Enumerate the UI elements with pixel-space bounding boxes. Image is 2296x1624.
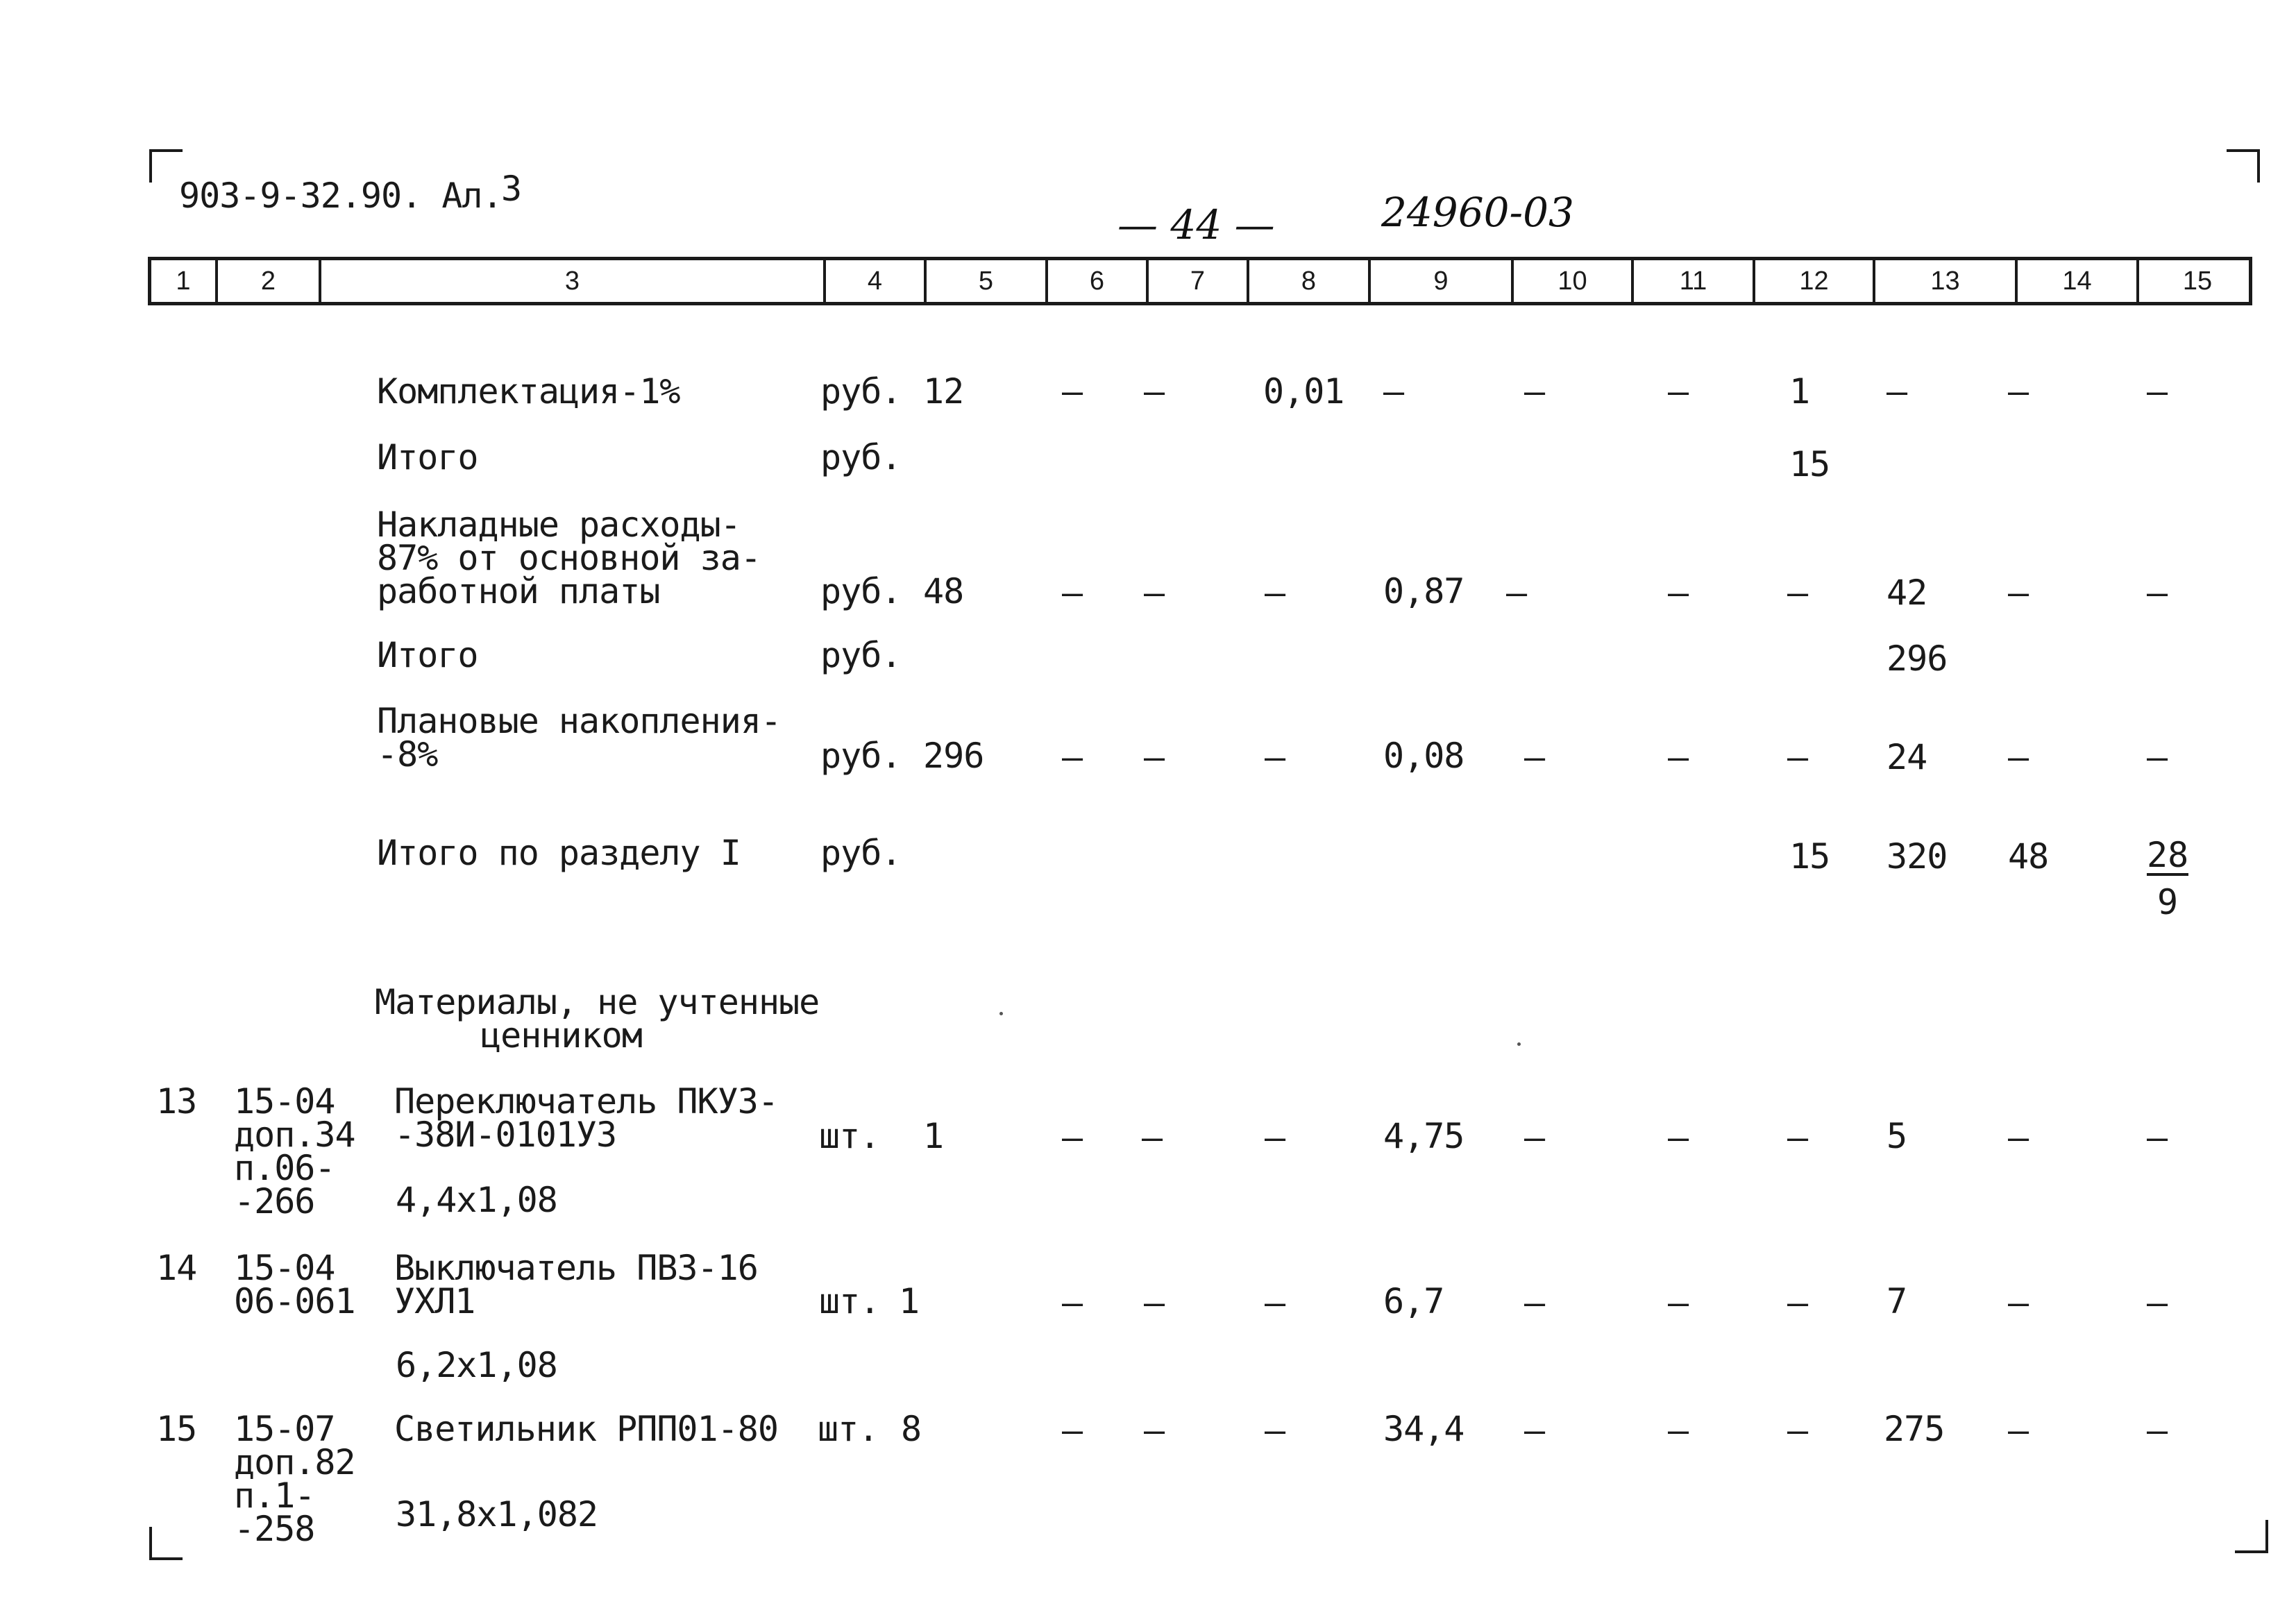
row-code-line3: п.06-	[234, 1148, 335, 1188]
cell-col15: –	[2147, 573, 2168, 613]
cell-col8: –	[1265, 1117, 1285, 1158]
cell-col12: –	[1787, 1410, 1808, 1450]
row-code-line2: 06-061	[234, 1281, 355, 1321]
row-code-line2: доп.82	[234, 1442, 355, 1482]
row-name-line3: работной платы	[377, 571, 660, 611]
column-header-row	[148, 257, 2252, 305]
row-calc: 6,2х1,08	[396, 1345, 557, 1385]
cell-col7: –	[1144, 737, 1165, 777]
fraction-numerator: 28	[2147, 835, 2189, 875]
cell-col8: 0,01	[1263, 371, 1344, 412]
cell-col6: –	[1062, 1410, 1083, 1450]
cell-col15: –	[2147, 737, 2168, 777]
row-code-line3: п.1-	[234, 1475, 315, 1516]
cell-col12: 1	[1789, 371, 1810, 412]
row-unit: руб.	[820, 736, 902, 776]
cell-col9: 0,87	[1383, 571, 1464, 611]
cell-col7: –	[1144, 371, 1165, 412]
cell-col5: 12	[923, 371, 964, 412]
cell-col11: –	[1668, 1117, 1689, 1158]
cell-col10: –	[1524, 1283, 1545, 1323]
cell-col15: –	[2147, 1117, 2168, 1158]
cell-col8: –	[1265, 573, 1285, 613]
row-unit: шт.	[819, 1116, 880, 1156]
cell-col13: 296	[1886, 638, 1948, 679]
column-header-1: 1	[151, 260, 218, 302]
row-unit: шт.	[818, 1409, 879, 1449]
cell-col5: 296	[923, 736, 984, 776]
cell-col8: –	[1265, 1283, 1285, 1323]
inventory-number: 24960-03	[1381, 189, 1574, 236]
cell-col9: 34,4	[1383, 1409, 1464, 1449]
column-header-2: 2	[218, 260, 321, 302]
cell-col10: –	[1524, 1410, 1545, 1450]
row-unit: руб.	[820, 635, 902, 675]
row-name-line2: 87% от основной за-	[377, 538, 761, 578]
cell-col10: –	[1524, 371, 1545, 412]
sheet-suffix: 3	[501, 169, 522, 209]
cell-col12: –	[1787, 737, 1808, 777]
row-code-line2: доп.34	[234, 1115, 355, 1155]
row-calc: 4,4х1,08	[396, 1180, 557, 1220]
document-code: 903-9-32.90. Ал.	[179, 176, 503, 216]
cell-col14: –	[2008, 1410, 2029, 1450]
row-name: Итого по разделу I	[377, 833, 741, 873]
speck	[1517, 1042, 1521, 1046]
cell-col11: –	[1668, 573, 1689, 613]
cell-col12: 15	[1789, 444, 1830, 484]
cell-col13: 42	[1886, 573, 1927, 613]
column-header-14: 14	[2018, 260, 2139, 302]
cell-col13: –	[1886, 371, 1907, 412]
cell-col5: 1	[899, 1281, 920, 1321]
cell-col5: 8	[901, 1409, 922, 1449]
column-header-8: 8	[1249, 260, 1371, 302]
row-calc: 31,8х1,082	[396, 1494, 598, 1534]
column-header-6: 6	[1048, 260, 1149, 302]
cell-col12: 15	[1789, 836, 1830, 877]
row-unit: руб.	[820, 371, 902, 412]
column-header-10: 10	[1514, 260, 1634, 302]
row-name: Комплектация-1%	[377, 371, 680, 412]
row-unit: руб.	[820, 833, 902, 873]
cell-col7: –	[1144, 1410, 1165, 1450]
cell-col13: 320	[1886, 836, 1948, 877]
cell-col10: –	[1524, 1117, 1545, 1158]
cell-col9: 6,7	[1383, 1281, 1444, 1321]
cell-col5: 1	[923, 1116, 944, 1156]
cell-col9: 0,08	[1383, 736, 1464, 776]
speck	[999, 1012, 1003, 1015]
cell-col12: –	[1787, 1117, 1808, 1158]
page-number: — 44 —	[1117, 201, 1275, 248]
row-name: Светильник РПП01-80	[394, 1409, 778, 1449]
corner-mark-bottom-right	[2235, 1520, 2268, 1553]
row-code-line1: 15-04	[234, 1081, 335, 1122]
cell-col9: 4,75	[1383, 1116, 1464, 1156]
column-header-15: 15	[2182, 266, 2213, 296]
column-header-9: 9	[1371, 260, 1514, 302]
cell-col14: –	[2008, 737, 2029, 777]
cell-col7: –	[1144, 1283, 1165, 1323]
row-name-line1: Накладные расходы-	[377, 505, 741, 545]
cell-col7: –	[1144, 573, 1165, 613]
row-name-line1: Выключатель ПВ3-16	[394, 1248, 758, 1288]
column-header-11: 11	[1634, 260, 1755, 302]
cell-col14: –	[2008, 371, 2029, 412]
cell-col15: –	[2147, 1283, 2168, 1323]
row-name-line2: УХЛ1	[394, 1281, 475, 1321]
cell-col11: –	[1668, 1283, 1689, 1323]
cell-col6: –	[1062, 573, 1083, 613]
column-header-12: 12	[1755, 260, 1875, 302]
column-header-4: 4	[826, 260, 927, 302]
row-name-line1: Плановые накопления-	[377, 701, 782, 741]
row-code-line4: -258	[234, 1509, 315, 1549]
column-header-3: 3	[321, 260, 826, 302]
cell-col8: –	[1265, 737, 1285, 777]
row-unit: шт.	[819, 1281, 880, 1321]
cell-col11: –	[1668, 737, 1689, 777]
materials-heading-line2: ценником	[480, 1015, 642, 1056]
cell-col15: –	[2147, 1410, 2168, 1450]
cell-col6: –	[1062, 1283, 1083, 1323]
column-header-13: 13	[1875, 260, 2018, 302]
cell-col14: –	[2008, 573, 2029, 613]
cell-col14: 48	[2008, 836, 2049, 877]
row-name-line2: -8%	[377, 734, 438, 775]
row-name-line1: Переключатель ПКУ3-	[394, 1081, 778, 1122]
cell-col10: –	[1506, 573, 1527, 613]
column-header-7: 7	[1149, 260, 1249, 302]
column-header-5: 5	[927, 260, 1048, 302]
cell-col8: –	[1265, 1410, 1285, 1450]
row-number: 13	[156, 1081, 197, 1122]
row-number: 14	[156, 1248, 197, 1288]
row-unit: руб.	[820, 571, 902, 611]
cell-col13: 7	[1886, 1281, 1907, 1321]
cell-col15-fraction	[2147, 835, 2189, 922]
cell-col14: –	[2008, 1117, 2029, 1158]
cell-col11: –	[1668, 1410, 1689, 1450]
corner-mark-top-right	[2227, 149, 2260, 183]
cell-col7: –	[1142, 1117, 1163, 1158]
cell-col11: –	[1668, 371, 1689, 412]
row-code-line1: 15-07	[234, 1409, 335, 1449]
cell-col6: –	[1062, 371, 1083, 412]
cell-col6: –	[1062, 737, 1083, 777]
row-code-line4: -266	[234, 1181, 315, 1221]
corner-mark-bottom-left	[149, 1527, 183, 1560]
row-name: Итого	[377, 437, 478, 477]
cell-col9: –	[1383, 371, 1404, 412]
cell-col12: –	[1787, 573, 1808, 613]
fraction-denominator: 9	[2157, 882, 2179, 922]
cell-col12: –	[1787, 1283, 1808, 1323]
row-name-line2: -38И-0101У3	[394, 1115, 617, 1155]
row-name: Итого	[377, 635, 478, 675]
cell-col5: 48	[923, 571, 964, 611]
cell-col15: –	[2147, 371, 2168, 412]
row-code-line1: 15-04	[234, 1248, 335, 1288]
cell-col10: –	[1524, 737, 1545, 777]
row-number: 15	[156, 1409, 197, 1449]
cell-col14: –	[2008, 1283, 2029, 1323]
row-unit: руб.	[820, 437, 902, 477]
materials-heading-line1: Материалы, не учтенные	[375, 982, 820, 1022]
cell-col13: 5	[1886, 1116, 1907, 1156]
cell-col13: 275	[1884, 1409, 1945, 1449]
corner-mark-top-left	[149, 149, 183, 183]
cell-col6: –	[1062, 1117, 1083, 1158]
cell-col13: 24	[1886, 737, 1927, 777]
